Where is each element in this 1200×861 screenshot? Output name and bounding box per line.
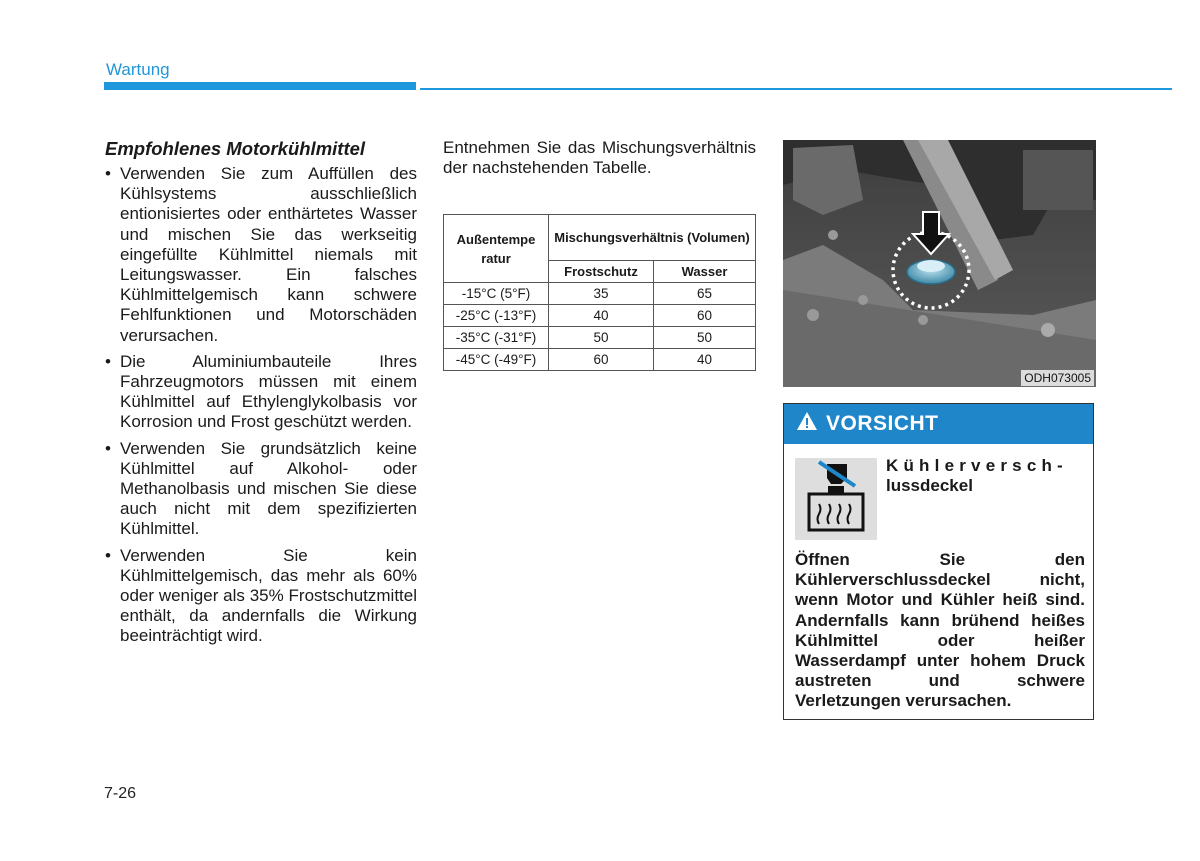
caution-subtitle-line1: Kühlerversch- xyxy=(886,456,1068,475)
header-mixing-ratio: Mischungsverhältnis (Volumen) xyxy=(549,215,756,261)
header-water: Wasser xyxy=(654,261,756,283)
header-rule-thin xyxy=(420,88,1172,90)
cell-temperature: -45°C (-49°F) xyxy=(444,349,549,371)
cell-antifreeze: 40 xyxy=(549,305,654,327)
page-number: 7-26 xyxy=(104,785,137,802)
list-item xyxy=(105,439,417,540)
header-antifreeze: Frostschutz xyxy=(549,261,654,283)
caution-title: VORSICHT xyxy=(826,412,939,435)
cell-antifreeze: 35 xyxy=(549,283,654,305)
image-reference-code: ODH073005 xyxy=(1021,370,1094,386)
mixing-ratio-table xyxy=(443,214,756,371)
bullet-icon: • xyxy=(105,351,111,371)
bullet-text: Verwenden Sie kein Kühlmittelgemisch, das mehr als 60% oder weniger als 35% Frostschutzmittel enthält, da andernfalls die Wirkung beeinträchtigt wird. xyxy=(120,545,417,646)
caution-box xyxy=(783,403,1094,720)
cell-antifreeze: 50 xyxy=(549,327,654,349)
cell-water: 60 xyxy=(654,305,756,327)
section-title: Wartung xyxy=(106,60,170,79)
cell-water: 65 xyxy=(654,283,756,305)
bullet-text: Die Aluminiumbauteile Ihres Fahrzeugmotors müssen mit einem Kühlmittel auf Ethylenglykolbasis vor Korrosion und Frost geschützt werden. xyxy=(120,351,417,432)
bullet-icon: • xyxy=(105,164,111,183)
table-row xyxy=(444,327,756,349)
caution-body-text: Öffnen Sie den Kühlerverschlussdeckel nicht, wenn Motor und Kühler heiß sind. Andernfalls kann brühend heißes Kühlmittel oder heißer Wasserdampf unter hohem Druck austreten und schwere Verletzungen verursachen. xyxy=(795,550,1085,711)
cell-temperature: -25°C (-13°F) xyxy=(444,305,549,327)
header-rule-thick xyxy=(104,82,416,90)
list-item xyxy=(105,164,417,346)
caution-subtitle-line2: lussdeckel xyxy=(886,476,973,495)
cell-temperature: -35°C (-31°F) xyxy=(444,327,549,349)
list-item xyxy=(105,546,417,647)
engine-bay-illustration xyxy=(783,140,1096,387)
cell-antifreeze: 60 xyxy=(549,349,654,371)
caution-header xyxy=(784,404,1093,444)
table-row xyxy=(444,305,756,327)
cell-water: 40 xyxy=(654,349,756,371)
mixing-ratio-column xyxy=(443,138,756,367)
caution-subtitle xyxy=(886,456,1086,496)
bullet-icon: • xyxy=(105,545,111,565)
header-outside-temperature: Außentempe ratur xyxy=(444,215,549,283)
table-row xyxy=(444,283,756,305)
coolant-bullet-list xyxy=(105,164,417,647)
table-row xyxy=(444,349,756,371)
cell-temperature: -15°C (5°F) xyxy=(444,283,549,305)
list-item xyxy=(105,352,417,433)
bullet-text: Verwenden Sie zum Auffüllen des Kühlsystems ausschließlich entionisiertes oder enthärtetes Wasser und mischen Sie das werkseitig eingefüllte Kühlmittel niemals mit Leitungswasser. Ein falsches Kühlmittelgemisch kann schwere Fehlfunktionen und Motorschäden verursachen. xyxy=(120,164,417,345)
radiator-cap-warning-icon xyxy=(795,458,877,540)
mixing-intro-text: Entnehmen Sie das Mischungsverhältnis der nachstehenden Tabelle. xyxy=(443,138,756,177)
bullet-icon: • xyxy=(105,438,111,458)
engine-bay-photo xyxy=(783,140,1096,387)
warning-triangle-icon xyxy=(796,411,818,437)
cell-water: 50 xyxy=(654,327,756,349)
bullet-text: Verwenden Sie grundsätzlich keine Kühlmittel auf Alkohol- oder Methanolbasis und mischen Sie diese auch nicht mit dem spezifizierten Kühlmittel. xyxy=(120,438,417,539)
coolant-recommendation-column xyxy=(105,138,417,653)
coolant-heading: Empfohlenes Motorkühlmittel xyxy=(105,138,366,159)
